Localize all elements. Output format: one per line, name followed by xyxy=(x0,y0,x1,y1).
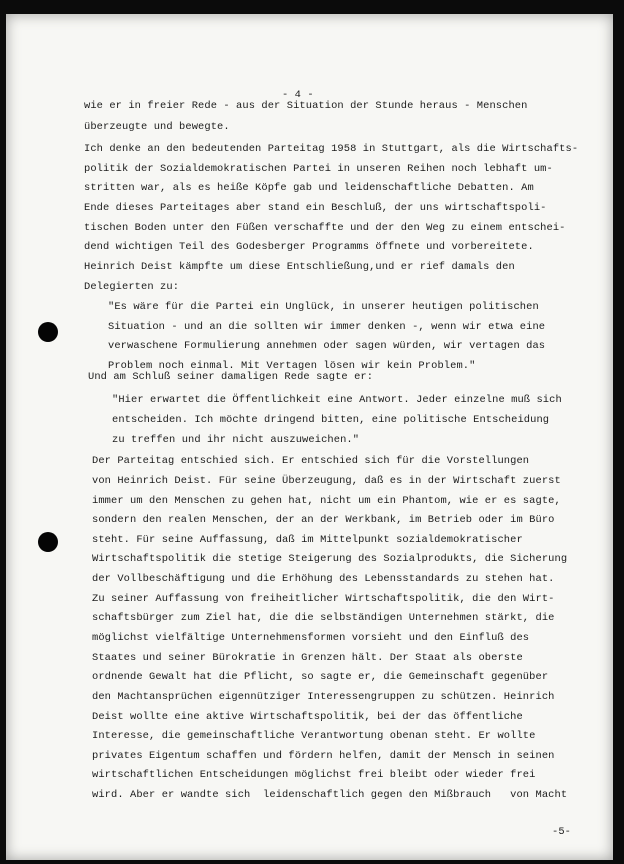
text-line: Ende dieses Parteitages aber stand ein Beschluß, der uns wirtschaftspoli- xyxy=(84,202,547,214)
text-line: stritten war, als es heiße Köpfe gab und leidenschaftliche Debatten. Am xyxy=(84,182,534,194)
text-line: möglichst vielfältige Unternehmensformen vorsieht und den Einfluß des xyxy=(92,632,530,644)
text-line: Interesse, die gemeinschaftliche Verantwortung obenan steht. Er wollte xyxy=(92,730,536,742)
text-line: politik der Sozialdemokratischen Partei in unseren Reihen noch lebhaft um- xyxy=(84,163,553,175)
quote-line: zu treffen und ihr nicht auszuweichen." xyxy=(112,434,360,446)
quote-line: verwaschene Formulierung annehmen oder sagen würden, wir vertagen das xyxy=(108,340,546,352)
text-line: immer um den Menschen zu gehen hat, nicht um ein Phantom, wie er es sagte, xyxy=(92,495,561,507)
punch-hole-top xyxy=(38,322,58,342)
text-line: Wirtschaftspolitik die stetige Steigerung des Sozialprodukts, die Sicherung xyxy=(92,553,568,565)
text-line: der Vollbeschäftigung und die Erhöhung des Lebensstandards zu stehen hat. xyxy=(92,573,555,585)
text-line: überzeugte und bewegte. xyxy=(84,121,230,133)
text-line: den Machtansprüchen eigennütziger Interessengruppen zu schützen. Heinrich xyxy=(92,691,555,703)
quote-line: "Hier erwartet die Öffentlichkeit eine Antwort. Jeder einzelne muß sich xyxy=(112,394,562,406)
text-line: Der Parteitag entschied sich. Er entschied sich für die Vorstellungen xyxy=(92,455,530,467)
text-line: Heinrich Deist kämpfte um diese Entschließung,und er rief damals den xyxy=(84,261,515,273)
text-line: steht. Für seine Auffassung, daß im Mittelpunkt sozialdemokratischer xyxy=(92,534,523,546)
continuation-mark: -5- xyxy=(552,826,572,838)
text-line: Zu seiner Auffassung von freiheitlicher Wirtschaftspolitik, die den Wirt- xyxy=(92,593,555,605)
text-line: Ich denke an den bedeutenden Parteitag 1958 in Stuttgart, als die Wirtschafts- xyxy=(84,143,579,155)
document-page xyxy=(6,14,613,860)
text-line: schaftsbürger zum Ziel hat, die die selbständigen Unternehmen stärkt, die xyxy=(92,612,555,624)
text-line: wird. Aber er wandte sich leidenschaftlich gegen den Mißbrauch von Macht xyxy=(92,789,568,801)
punch-hole-bottom xyxy=(38,532,58,552)
quote-line: entscheiden. Ich möchte dringend bitten, eine politische Entscheidung xyxy=(112,414,550,426)
text-line: Delegierten zu: xyxy=(84,281,180,293)
text-line: Staates und seiner Bürokratie in Grenzen hält. Der Staat als oberste xyxy=(92,652,523,664)
quote-line: Problem noch einmal. Mit Vertagen lösen wir kein Problem." xyxy=(108,360,476,372)
text-line: von Heinrich Deist. Für seine Überzeugung, daß es in der Wirtschaft zuerst xyxy=(92,475,561,487)
text-line: ordnende Gewalt hat die Pflicht, so sagte er, die Gemeinschaft gegenüber xyxy=(92,671,549,683)
text-line: Deist wollte eine aktive Wirtschaftspolitik, bei der das öffentliche xyxy=(92,711,523,723)
text-line: privates Eigentum schaffen und fördern helfen, damit der Mensch in seinen xyxy=(92,750,555,762)
quote-line: "Es wäre für die Partei ein Unglück, in unserer heutigen politischen xyxy=(108,301,539,313)
text-line: tischen Boden unter den Füßen verschaffte und der den Weg zu einem entschei- xyxy=(84,222,566,234)
quote-line: Situation - und an die sollten wir immer denken -, wenn wir etwa eine xyxy=(108,321,546,333)
text-line: dend wichtigen Teil des Godesberger Programms öffnete und vorbereitete. xyxy=(84,241,534,253)
page-number: - 4 - xyxy=(282,89,314,101)
text-line: sondern den realen Menschen, der an der Werkbank, im Betrieb oder im Büro xyxy=(92,514,555,526)
text-line: wie er in freier Rede - aus der Situation der Stunde heraus - Menschen xyxy=(84,100,528,112)
text-line: wirtschaftlichen Entscheidungen möglichst frei bleibt oder wieder frei xyxy=(92,769,536,781)
text-line: Und am Schluß seiner damaligen Rede sagte er: xyxy=(88,371,374,383)
